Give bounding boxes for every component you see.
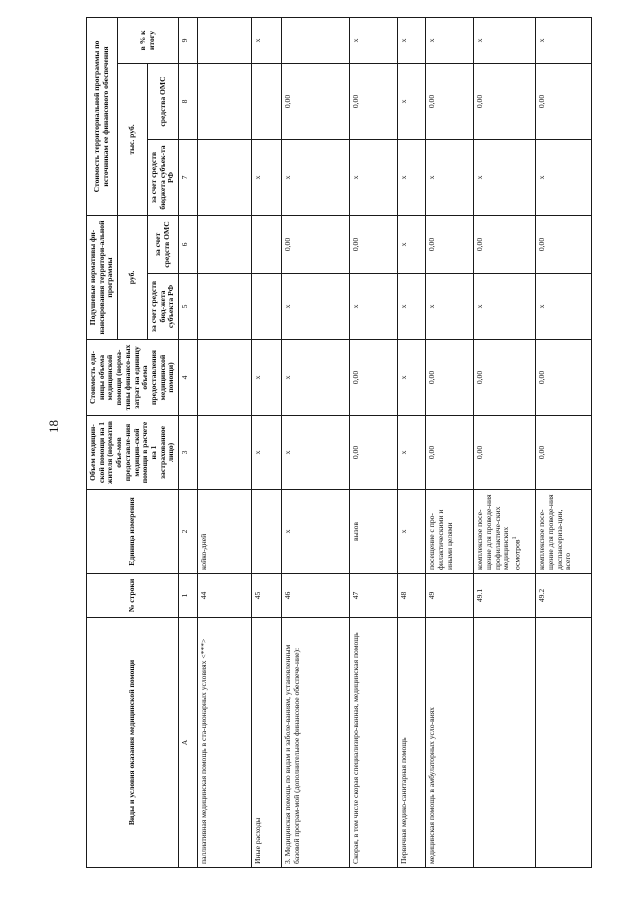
column-number: 9 — [179, 17, 198, 63]
cell-percent: х — [398, 17, 426, 63]
cell-norm-budget — [198, 274, 252, 340]
cell-unit: х — [398, 490, 426, 574]
cell-norm-budget: х — [398, 274, 426, 340]
cell-row-number: 49.1 — [474, 574, 536, 618]
header-program-cost: Стоимость территориальной программы по источникам ее финансового обеспечения — [87, 17, 118, 215]
table-row — [282, 17, 350, 867]
cell-kind: Скорая, в том числе скорая специализиро-ванная, медицинская помощь — [350, 618, 398, 868]
cell-volume: х — [398, 416, 426, 490]
cell-row-number: 48 — [398, 574, 426, 618]
cell-row-number: 49.2 — [536, 574, 592, 618]
cell-unit-cost: 0,00 — [474, 340, 536, 416]
cell-norm-budget: х — [474, 274, 536, 340]
cell-cost-budget — [198, 139, 252, 215]
cell-volume: 0,00 — [350, 416, 398, 490]
cell-unit — [474, 490, 536, 574]
cell-unit-cost — [198, 340, 252, 416]
cell-cost-oms — [198, 63, 252, 139]
table-row — [350, 17, 398, 867]
cell-unit-cost: 0,00 — [426, 340, 474, 416]
cell-row-number: 45 — [252, 574, 282, 618]
header-budget-2: за счет средств бюджета субъек-та РФ — [148, 139, 179, 215]
cell-cost-oms: 0,00 — [350, 63, 398, 139]
cell-cost-budget: х — [252, 139, 282, 215]
table-row — [198, 17, 252, 867]
cell-volume: 0,00 — [426, 416, 474, 490]
cell-volume: х — [252, 416, 282, 490]
table-row — [426, 17, 474, 867]
cell-norm-oms: х — [398, 215, 426, 273]
header-unit: Единица измерения — [87, 490, 179, 574]
cell-volume — [198, 416, 252, 490]
footnote-marker: 1 — [511, 536, 519, 540]
header-budget: за счет средств бюд-жета субъекта РФ — [148, 274, 179, 340]
cell-norm-budget: х — [536, 274, 592, 340]
cell-kind — [474, 618, 536, 868]
cell-unit: х — [282, 490, 350, 574]
cell-kind — [536, 618, 592, 868]
column-number: 2 — [179, 490, 198, 574]
header-unit-cost: Стоимость еди-ницы объема медицинской помощи (норма-тивы финансо-вых затрат на единицу объема предоставления медицинской помощи) — [87, 340, 179, 416]
header-volume: Объем медицин-ской помощи на 1 жителя (норматив объе-мов предоставле-ния медицин-ской помощи в расчете на 1 застрахованное лицо) — [87, 416, 179, 490]
cell-kind: Первичная медико-санитарная помощь — [398, 618, 426, 868]
cell-cost-budget: х — [282, 139, 350, 215]
cell-norm-oms: 0,00 — [426, 215, 474, 273]
cell-norm-oms: 0,00 — [350, 215, 398, 273]
cell-cost-oms: 0,00 — [282, 63, 350, 139]
cell-row-number: 44 — [198, 574, 252, 618]
table-row — [536, 17, 592, 867]
cell-unit-text: комплексное посе-щение для проведе-ния профилактиче-ских медицинских осмотров — [475, 494, 522, 570]
column-number: 8 — [179, 63, 198, 139]
header-per-capita-norms: Подушевые нормативы фи-нансирования территори-альной программы — [87, 215, 118, 339]
cell-norm-oms: 0,00 — [536, 215, 592, 273]
cell-cost-budget: х — [474, 139, 536, 215]
cell-volume: 0,00 — [474, 416, 536, 490]
header-row-1 — [87, 17, 118, 867]
cell-unit: посещение с про-филактическими и иными целями — [426, 490, 474, 574]
cell-cost-oms: х — [398, 63, 426, 139]
cell-norm-budget: х — [426, 274, 474, 340]
header-thousand-rub: тыс. руб. — [118, 63, 148, 215]
cell-cost-budget: х — [350, 139, 398, 215]
rotated-table-container — [86, 18, 634, 868]
cell-unit: койко-дней — [198, 490, 252, 574]
column-number: А — [179, 618, 198, 868]
cell-unit: комплексное посе-щение для проведе-ния диспансериза-ции, всего — [536, 490, 592, 574]
cell-norm-oms — [198, 215, 252, 273]
cell-percent — [198, 17, 252, 63]
cell-percent: х — [426, 17, 474, 63]
table-row — [252, 17, 282, 867]
column-number: 5 — [179, 274, 198, 340]
cell-volume: 0,00 — [536, 416, 592, 490]
cell-norm-oms — [252, 215, 282, 273]
column-number: 4 — [179, 340, 198, 416]
header-oms-2: средства ОМС — [148, 63, 179, 139]
cell-cost-budget: х — [398, 139, 426, 215]
table-row — [398, 17, 426, 867]
cell-kind: медицинская помощь в амбулаторных усло-виях — [426, 618, 474, 868]
header-percent: в % к итогу — [118, 17, 179, 63]
cell-cost-budget: х — [426, 139, 474, 215]
cell-cost-oms: 0,00 — [536, 63, 592, 139]
cell-unit: вызов — [350, 490, 398, 574]
column-number: 3 — [179, 416, 198, 490]
cell-unit-cost: х — [398, 340, 426, 416]
column-number: 7 — [179, 139, 198, 215]
cell-unit-cost: х — [282, 340, 350, 416]
cell-cost-oms: 0,00 — [474, 63, 536, 139]
column-number: 6 — [179, 215, 198, 273]
cell-norm-oms: 0,00 — [282, 215, 350, 273]
cell-unit-cost: 0,00 — [536, 340, 592, 416]
table-row — [474, 17, 536, 867]
cell-cost-oms: 0,00 — [426, 63, 474, 139]
page-number: 18 — [46, 420, 61, 433]
cell-percent — [282, 17, 350, 63]
cell-percent: х — [350, 17, 398, 63]
cell-unit-cost: 0,00 — [350, 340, 398, 416]
cell-volume: х — [282, 416, 350, 490]
cell-kind: Иные расходы — [252, 618, 282, 868]
cell-kind: паллиативная медицинская помощь в ста-ционарных условиях <***> — [198, 618, 252, 868]
cell-row-number: 49 — [426, 574, 474, 618]
cell-row-number: 47 — [350, 574, 398, 618]
cell-kind: 3. Медицинская помощь по видам и заболе-ваниям, установленным базовой програм-мой (дополнительное финансовое обеспече-ние): — [282, 618, 350, 868]
cell-percent: х — [474, 17, 536, 63]
medical-care-cost-table — [86, 17, 592, 868]
cell-unit — [252, 490, 282, 574]
cell-row-number: 46 — [282, 574, 350, 618]
cell-cost-oms — [252, 63, 282, 139]
header-oms: за счет средств ОМС — [148, 215, 179, 273]
cell-percent: х — [252, 17, 282, 63]
header-rub: руб. — [118, 215, 148, 339]
cell-percent: х — [536, 17, 592, 63]
column-number-row — [179, 17, 198, 867]
cell-unit-cost: х — [252, 340, 282, 416]
header-row-number: № строки — [87, 574, 179, 618]
column-number: 1 — [179, 574, 198, 618]
cell-norm-budget: х — [350, 274, 398, 340]
header-kind: Виды и условия оказания медицинской помощи — [87, 618, 179, 868]
cell-norm-budget — [252, 274, 282, 340]
cell-cost-budget: х — [536, 139, 592, 215]
cell-norm-oms: 0,00 — [474, 215, 536, 273]
cell-norm-budget: х — [282, 274, 350, 340]
